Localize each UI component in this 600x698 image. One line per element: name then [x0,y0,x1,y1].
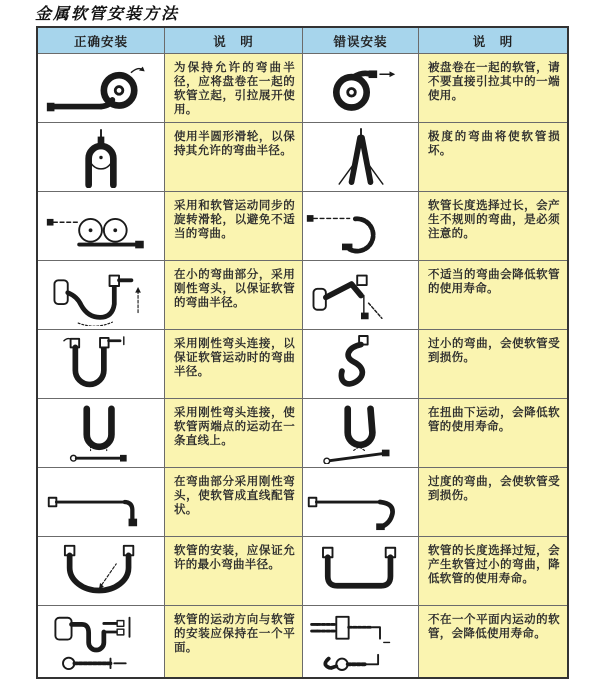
coil-pulled-from-end-icon [304,58,418,119]
correct-install-image-cell [38,468,164,536]
correct-install-description: 在小的弯曲部分，采用刚性弯头，以保证软管的弯曲半径。 [165,261,302,329]
twisted-u-hose-icon [304,403,418,464]
coplanar-trap-hose-icon [44,611,158,672]
wrong-install-image-cell [303,468,418,536]
wrong-install-image-cell [303,537,418,605]
correct-install-image-cell [38,606,164,677]
non-coplanar-hoses-icon [304,611,418,672]
header-wrong-install: 错误安装 [303,28,418,53]
correct-install-image-cell [38,123,164,191]
u-hose-inline-motion-icon [44,403,158,464]
header-correct-install: 正确安装 [38,28,164,53]
correct-install-description: 为保持允许的弯曲半径，应将盘卷在一起的软管立起，引拉展开使用。 [165,54,302,122]
correct-install-image-cell [38,399,164,467]
correct-install-image-cell [38,54,164,122]
correct-install-description: 采用和软管运动同步的旋转滑轮，以避免不适当的弯曲。 [165,192,302,260]
wrong-install-description: 极度的弯曲将使软管损坏。 [419,123,567,191]
wrong-install-description: 不在一个平面内运动的软管，会降低使用寿命。 [419,606,567,677]
rigid-elbow-small-bend-icon [44,265,158,326]
rigid-elbow-connection-u-icon [44,334,158,395]
wrong-install-image-cell [303,399,418,467]
correct-install-description: 采用刚性弯头连接，以保证软管运动时的弯曲半径。 [165,330,302,398]
too-small-bend-hook-icon [304,334,418,395]
semicircular-pulley-hose-icon [44,127,158,188]
wrong-install-image-cell [303,261,418,329]
wrong-install-image-cell [303,606,418,677]
wrong-install-description: 软管的长度选择过短，会产生软管过小的弯曲，降低软管的使用寿命。 [419,537,567,605]
standing-coil-hose-icon [44,58,158,119]
wrong-install-description: 过小的弯曲，会使软管受到损伤。 [419,330,567,398]
correct-install-description: 使用半圆形滑轮，以保持其允许的弯曲半径。 [165,123,302,191]
straight-hose-rigid-elbow-icon [44,472,158,533]
wrong-install-description: 被盘卷在一起的软管，请不要直接引拉其中的一端使用。 [419,54,567,122]
wrong-install-description: 过度的弯曲，会使软管受到损伤。 [419,468,567,536]
wrong-install-image-cell [303,54,418,122]
header-wrong-description: 说 明 [419,28,567,53]
minimum-bend-radius-u-icon [44,541,158,602]
correct-install-image-cell [38,330,164,398]
overlong-hose-loop-icon [304,196,418,257]
wrong-install-image-cell [303,192,418,260]
wrong-install-description: 软管长度选择过长，会产生不规则的弯曲，是必须注意的。 [419,192,567,260]
installation-table [36,26,569,679]
correct-install-description: 软管的安装，应保证允许的最小弯曲半径。 [165,537,302,605]
too-short-flat-u-icon [304,541,418,602]
correct-install-description: 软管的运动方向与软管的安装应保持在一个平面。 [165,606,302,677]
wrong-install-image-cell [303,123,418,191]
improper-bend-icon [304,265,418,326]
correct-install-image-cell [38,537,164,605]
wrong-install-description: 不适当的弯曲会降低软管的使用寿命。 [419,261,567,329]
correct-install-image-cell [38,192,164,260]
wrong-install-description: 在扭曲下运动，会降低软管的使用寿命。 [419,399,567,467]
wrong-install-image-cell [303,330,418,398]
correct-install-image-cell [38,261,164,329]
overbent-elbow-hose-icon [304,472,418,533]
synchronized-rotating-pulleys-icon [44,196,158,257]
header-correct-description: 说 明 [165,28,302,53]
correct-install-description: 采用刚性弯头连接，使软管两端点的运动在一条直线上。 [165,399,302,467]
correct-install-description: 在弯曲部分采用刚性弯头，使软管成直线配管状。 [165,468,302,536]
page-title: 金属软管安装方法 [35,4,180,23]
extreme-bend-hose-icon [304,127,418,188]
